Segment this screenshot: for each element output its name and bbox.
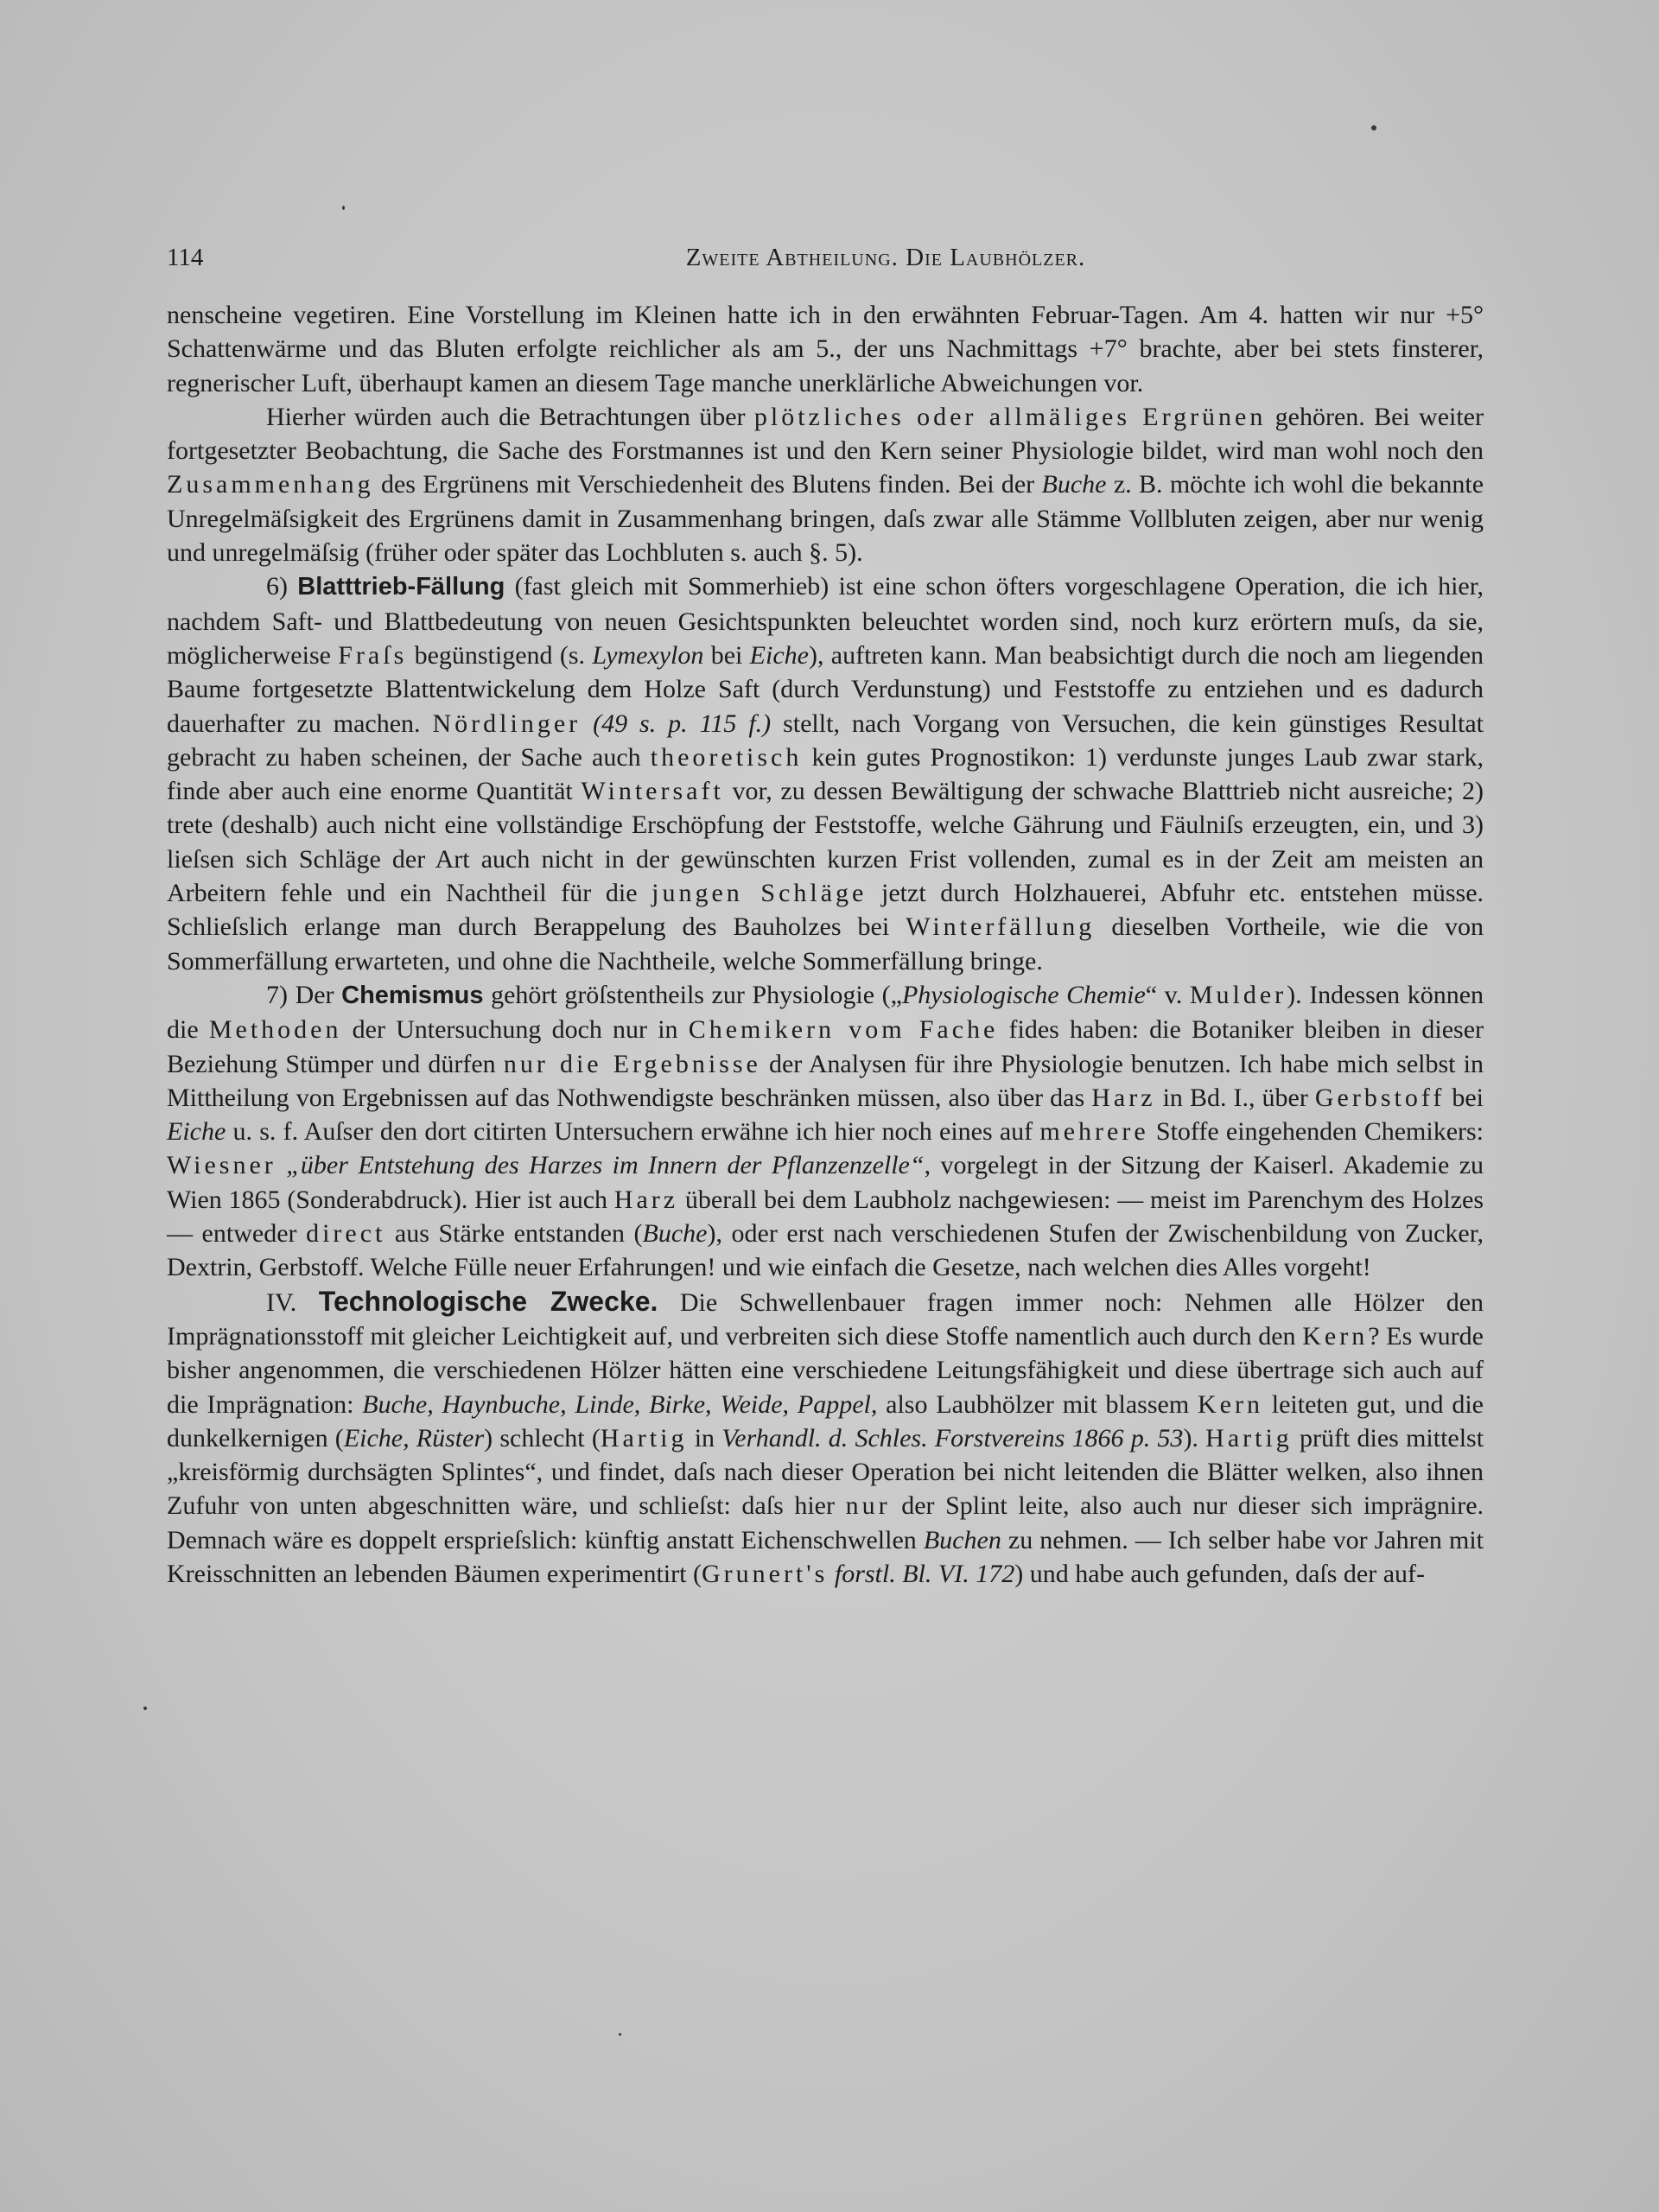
paragraph-blatttrieb-faellung: 6) Blatttrieb-Fällung (fast gleich mit Sommerhieb) ist eine schon öfters vorgeschlagene Operation, die ich hier, nachdem Saft- und Blattbedeutung von neuen Gesichtspunkten beleuchtet worden sind, noch kurz erörtern muſs, da sie, möglicherweise Fraſs begünstigend (s. Lymexylon bei Eiche), auftreten kann. Man beabsichtigt durch die noch am liegenden Baume fortgesetzte Blattentwickelung dem Holze Saft (durch Verdunstung) und Feststoffe zu entziehen und es dadurch dauerhafter zu machen. Nördlinger (49 s. p. 115 f.) stellt, nach Vorgang von Versuchen, die kein günstiges Resultat gebracht zu haben scheinen, der Sache auch theoretisch kein gutes Prognostikon: 1) verdunste junges Laub zwar stark, finde aber auch eine enorme Quantität Wintersaft vor, zu dessen Bewältigung der schwache Blatttrieb nicht ausreiche; 2) trete (deshalb) auch nicht eine vollständige Erschöpfung der Feststoffe, welche Gährung und Fäulniſs erzeugten, ein, und 3) lieſsen sich Schläge der Art auch nicht in der gewünschten kurzen Frist vollenden, zumal es in der Zeit am meisten an Arbeitern fehle und ein Nachtheil für die jungen Schläge jetzt durch Holzhauerei, Abfuhr etc. entstehen müsse. Schlieſslich erlange man durch Berappelung des Bauholzes bei Winterfällung dieselben Vortheile, wie die von Sommerfällung erwarteten, und ohne die Nachtheile, welche Sommerfällung bringe. xyxy=(167,572,1484,976)
page-header xyxy=(167,244,1484,278)
scan-speck xyxy=(1371,125,1376,130)
section-heading-chemismus: Chemismus xyxy=(341,981,484,1009)
scan-speck xyxy=(342,206,345,210)
section-heading-technologische-zwecke: Technologische Zwecke. xyxy=(318,1285,658,1317)
page-number: 114 xyxy=(167,244,204,271)
paragraph-chemismus: 7) Der Chemismus gehört gröſstentheils zur Physiologie („Physiologische Chemie“ v. Mulder). Indessen können die Methoden der Untersuchung doch nur in Chemikern vom Fache fides haben: die Botaniker bleiben in dieser Beziehung Stümper und dürfen nur die Ergebnisse der Analysen für ihre Physiologie benutzen. Ich habe mich selbst in Mittheilung von Ergebnissen auf das Nothwendigste beschränken müssen, also über das Harz in Bd. I., über Gerbstoff bei Eiche u. s. f. Auſser den dort citirten Untersuchern erwähne ich hier noch eines auf mehrere Stoffe eingehenden Chemikers: Wiesner „über Entstehung des Harzes im Innern der Pflanzenzelle“, vorgelegt in der Sitzung der Kaiserl. Akademie zu Wien 1865 (Sonderabdruck). Hier ist auch Harz überall bei dem Laubholz nachgewiesen: — meist im Parenchym des Holzes — entweder direct aus Stärke entstanden (Buche), oder erst nach verschiedenen Stufen der Zwischenbildung von Zucker, Dextrin, Gerbstoff. Welche Fülle neuer Erfahrungen! und wie einfach die Gesetze, nach welchen dies Alles vorgeht! xyxy=(167,980,1484,1282)
body-text xyxy=(167,298,1484,1591)
paragraph-technologische-zwecke: IV. Technologische Zwecke. Die Schwellenbauer fragen immer noch: Nehmen alle Hölzer den Imprägnationsstoff mit gleicher Leichtigkeit auf, und verbreiten sich diese Stoffe namentlich auch durch den Kern? Es wurde bisher angenommen, die verschiedenen Hölzer hätten eine verschiedene Leitungsfähigkeit und diese übertrage sich auch auf die Imprägnation: Buche, Haynbuche, Linde, Birke, Weide, Pappel, also Laubhölzer mit blassem Kern leiteten gut, und die dunkelkernigen (Eiche, Rüster) schlecht (Hartig in Verhandl. d. Schles. Forstvereins 1866 p. 53). Hartig prüft dies mittelst „kreisförmig durchsägten Splintes“, und findet, daſs nach dieser Operation bei nicht leitenden die Blätter welken, also ihnen Zufuhr von unten abgeschnitten wäre, und schlieſst: daſs hier nur der Splint leite, also auch nur dieser sich imprägnire. Demnach wäre es doppelt ersprieſslich: künftig anstatt Eichenschwellen Buchen zu nehmen. — Ich selber habe vor Jahren mit Kreisschnitten an lebenden Bäumen experimentirt (Grunert's forstl. Bl. VI. 172) und habe auch gefunden, daſs der auf- xyxy=(167,1285,1484,1588)
scan-speck xyxy=(143,1707,147,1710)
paragraph-ergruenen: Hierher würden auch die Betrachtungen über plötzliches oder allmäliges Ergrünen gehören. Bei weiter fortgesetzter Beobachtung, die Sache des Forstmannes ist und den Kern seiner Physiologie bildet, wird man wohl noch den Zusammenhang des Ergrünens mit Verschiedenheit des Blutens finden. Bei der Buche z. B. möchte ich wohl die bekannte Unregelmäſsigkeit des Ergrünens damit in Zusammenhang bringen, daſs zwar alle Stämme Vollbluten zeigen, aber nur wenig und unregelmäſsig (früher oder später das Lochbluten s. auch §. 5). xyxy=(167,402,1484,568)
running-head: Zweite Abtheilung. Die Laubhölzer. xyxy=(685,244,1086,271)
section-heading-blatttrieb: Blatttrieb-Fällung xyxy=(297,573,505,601)
paragraph-continuation: nenscheine vegetiren. Eine Vorstellung im Kleinen hatte ich in den erwähnten Februar-Tagen. Am 4. hatten wir nur +5° Schattenwärme und das Bluten erfolgte reichlicher als am 5., der uns Nachmittags +7° brachte, aber bei stets finsterer, regnerischer Luft, überhaupt kamen an diesem Tage manche unerklärliche Abweichungen vor. xyxy=(167,301,1484,397)
scan-speck xyxy=(619,2033,621,2036)
